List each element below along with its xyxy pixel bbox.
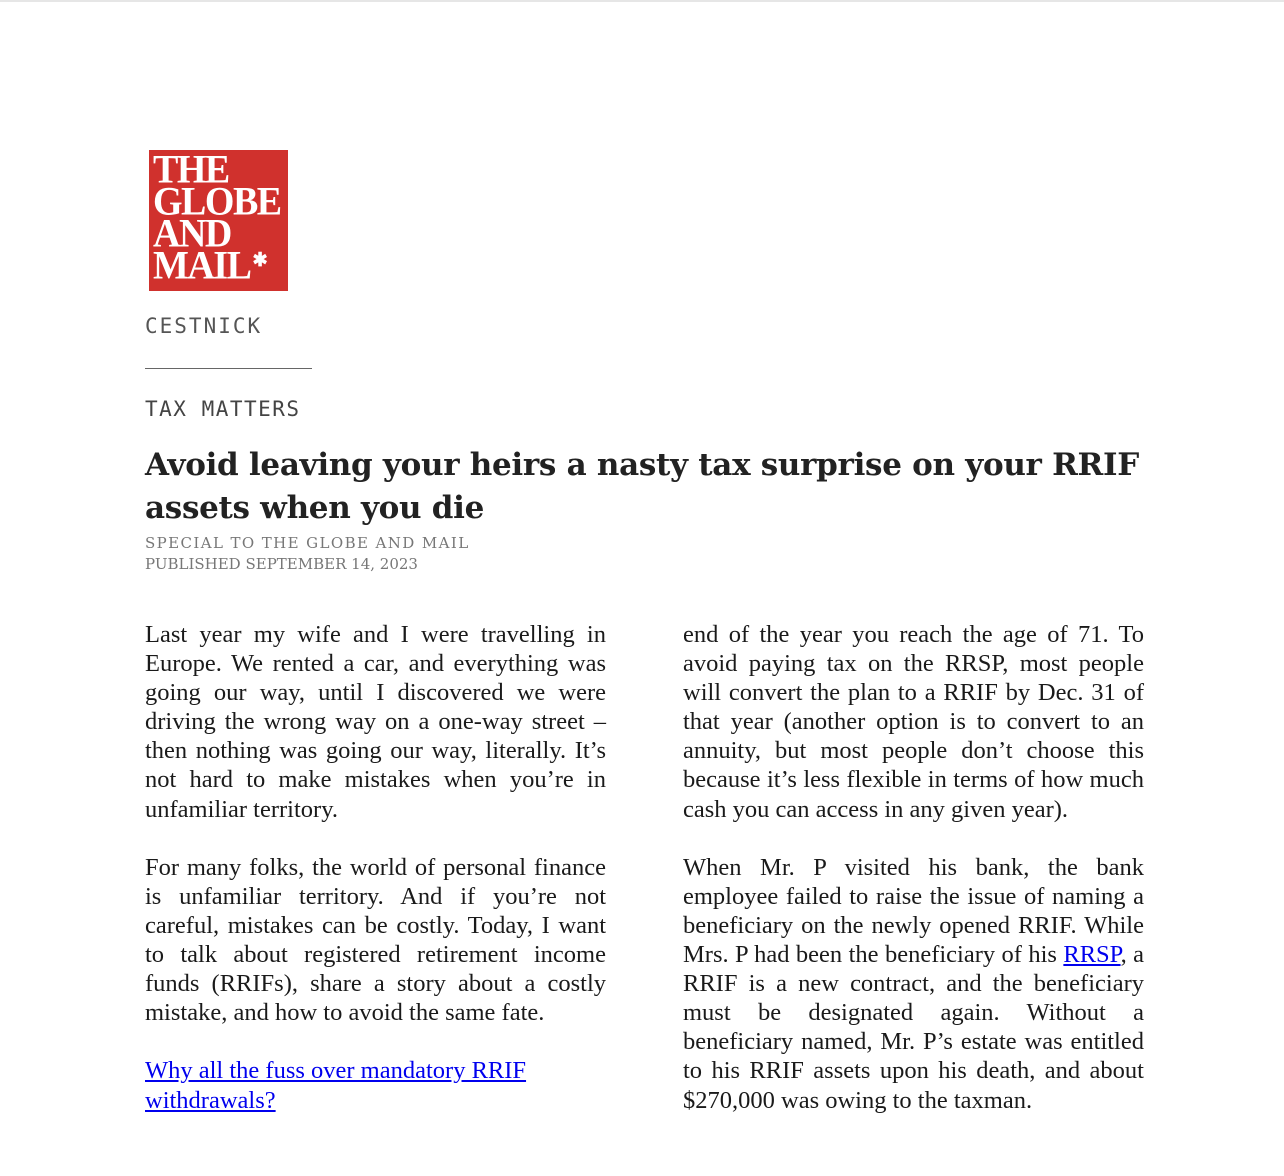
paragraph: For many folks, the world of personal finance is unfamiliar territory. And if you’re not careful, mistakes can be costly. Today, I want to talk about registered retirement income funds (RRIFs), share a story about a costly mistake, and how to avoid the same fate. [145,853,606,1027]
logo-line-1: THE [153,147,229,192]
top-border [0,0,1284,2]
byline: SPECIAL TO THE GLOBE AND MAIL [145,534,470,552]
paragraph-text: When Mr. P visited his bank, the bank employee failed to raise the issue of naming a beneficiary on the newly opened RRIF. While Mrs. P had been the beneficiary of his [683,853,1144,969]
logo-line-2: GLOBE [153,179,281,224]
paragraph: Last year my wife and I were travelling in Europe. We rented a car, and everything was going our way, until I discovered we were driving the wrong way on a one-way street – then nothing was going our way, literally. It’s not hard to make mistakes when you’re in unfamiliar territory. [145,621,606,823]
paragraph: end of the year you reach the age of 71. To avoid paying tax on the RRSP, most people will convert the plan to a RRIF by Dec. 31 of that year (another option is to convert to an annuity, but most people don’t choose this because it’s less flexible in terms of how much cash you can access in any given year). [683,621,1144,823]
maple-leaf-icon: ✱ [252,249,267,270]
paragraph-text: , a RRIF is a new contract, and the beneficiary must be designated again. Without a beneficiary named, Mr. P’s estate was entitled to his RRIF assets upon his death, and about $270,000 was owing to the taxman. [683,941,1144,1114]
section-name[interactable]: CESTNICK [145,314,263,338]
logo-line-4: MAIL [153,243,251,288]
paragraph [683,853,1144,1115]
section-divider [145,368,312,369]
logo-line-3: AND [153,211,231,256]
article-column-left [145,620,606,1144]
article-headline: Avoid leaving your heirs a nasty tax surprise on your RRIF assets when you die [145,447,1139,526]
rrsp-link[interactable]: RRSP [1063,941,1121,969]
publish-date: PUBLISHED SEPTEMBER 14, 2023 [145,555,418,573]
globe-and-mail-logo[interactable] [149,147,288,291]
logo-line-4-wrap [153,243,288,288]
related-link-paragraph [145,1056,606,1114]
article-column-right [683,620,1144,1144]
related-article-link[interactable]: Why all the fuss over mandatory RRIF withdrawals? [145,1057,527,1114]
category-label[interactable]: TAX MATTERS [145,397,301,421]
